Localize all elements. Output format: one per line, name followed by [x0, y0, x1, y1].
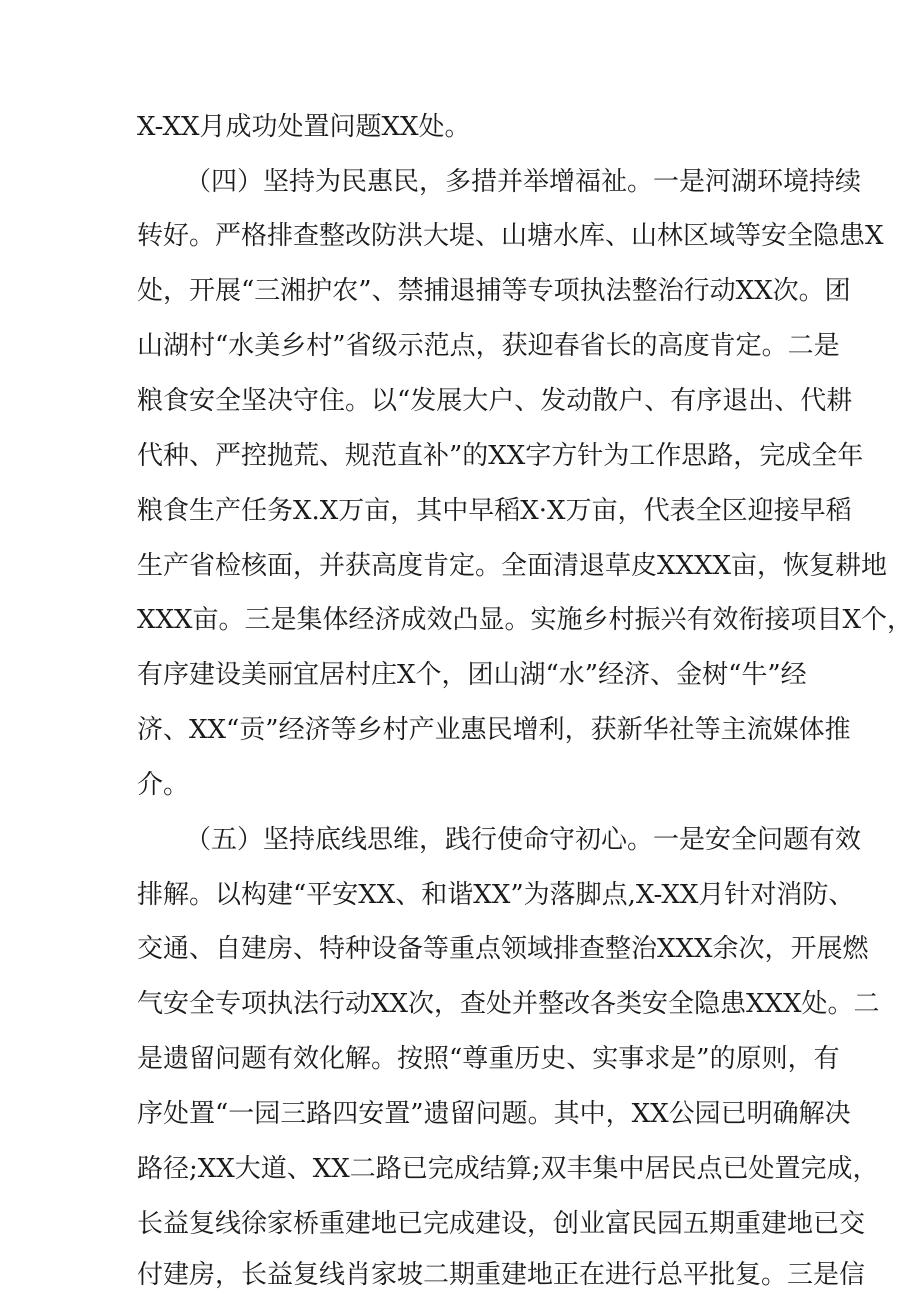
text-line: 气安全专项执法行动XX次，查处并整改各类安全隐患XXX处。二 — [137, 989, 880, 1019]
text-line: XXX亩。三是集体经济成效凸显。实施乡村振兴有效衔接项目X个， — [137, 605, 914, 635]
text-line: 介。 — [137, 770, 190, 800]
text-line: 生产省检核面，并获高度肯定。全面清退草皮XXXX亩，恢复耕地 — [137, 551, 888, 581]
text-line: 粮食安全坚决守住。以“发展大户、发动散户、有序退出、代耕 — [137, 386, 853, 416]
text-line: 排解。以构建“平安XX、和谐XX”为落脚点,X-XX月针对消防、 — [137, 880, 855, 910]
text-line: 付建房，长益复线肖家坡二期重建地正在进行总平批复。三是信 — [137, 1260, 866, 1290]
text-line: 是遗留问题有效化解。按照“尊重历史、实事求是”的原则，有 — [137, 1044, 840, 1074]
text-line: 序处置“一园三路四安置”遗留问题。其中，XX公园已明确解决 — [137, 1099, 851, 1129]
text-line: 有序建设美丽宜居村庄X个，团山湖“水”经济、金树“牛”经 — [137, 660, 807, 690]
text-line: X-XX月成功处置问题XX处。 — [137, 112, 471, 142]
text-line: 粮食生产任务X.X万亩，其中早稻X·X万亩，代表全区迎接早稻 — [137, 496, 852, 526]
text-line: （五）坚持底线思维，践行使命守初心。一是安全问题有效 — [185, 825, 862, 855]
text-line: 山湖村“水美乡村”省级示范点，获迎春省长的高度肯定。二是 — [137, 331, 840, 361]
text-line: 转好。严格排查整改防洪大堤、山塘水库、山林区域等安全隐患X — [137, 221, 884, 251]
text-line: 长益复线徐家桥重建地已完成建设，创业富民园五期重建地已交 — [137, 1209, 866, 1239]
text-line: 济、XX“贡”经济等乡村产业惠民增利，获新华社等主流媒体推 — [137, 715, 851, 745]
text-line: 代种、严控抛荒、规范直补”的XX字方针为工作思路，完成全年 — [137, 441, 864, 471]
text-line: 处，开展“三湘护农”、禁捕退捕等专项执法整治行动XX次。团 — [137, 276, 851, 306]
text-line: （四）坚持为民惠民，多措并举增福祉。一是河湖环境持续 — [185, 167, 862, 197]
text-line: 路径;XX大道、XX二路已完成结算;双丰集中居民点已处置完成， — [137, 1154, 879, 1184]
text-line: 交通、自建房、特种设备等重点领域排查整治XXX余次，开展燃 — [137, 934, 869, 964]
